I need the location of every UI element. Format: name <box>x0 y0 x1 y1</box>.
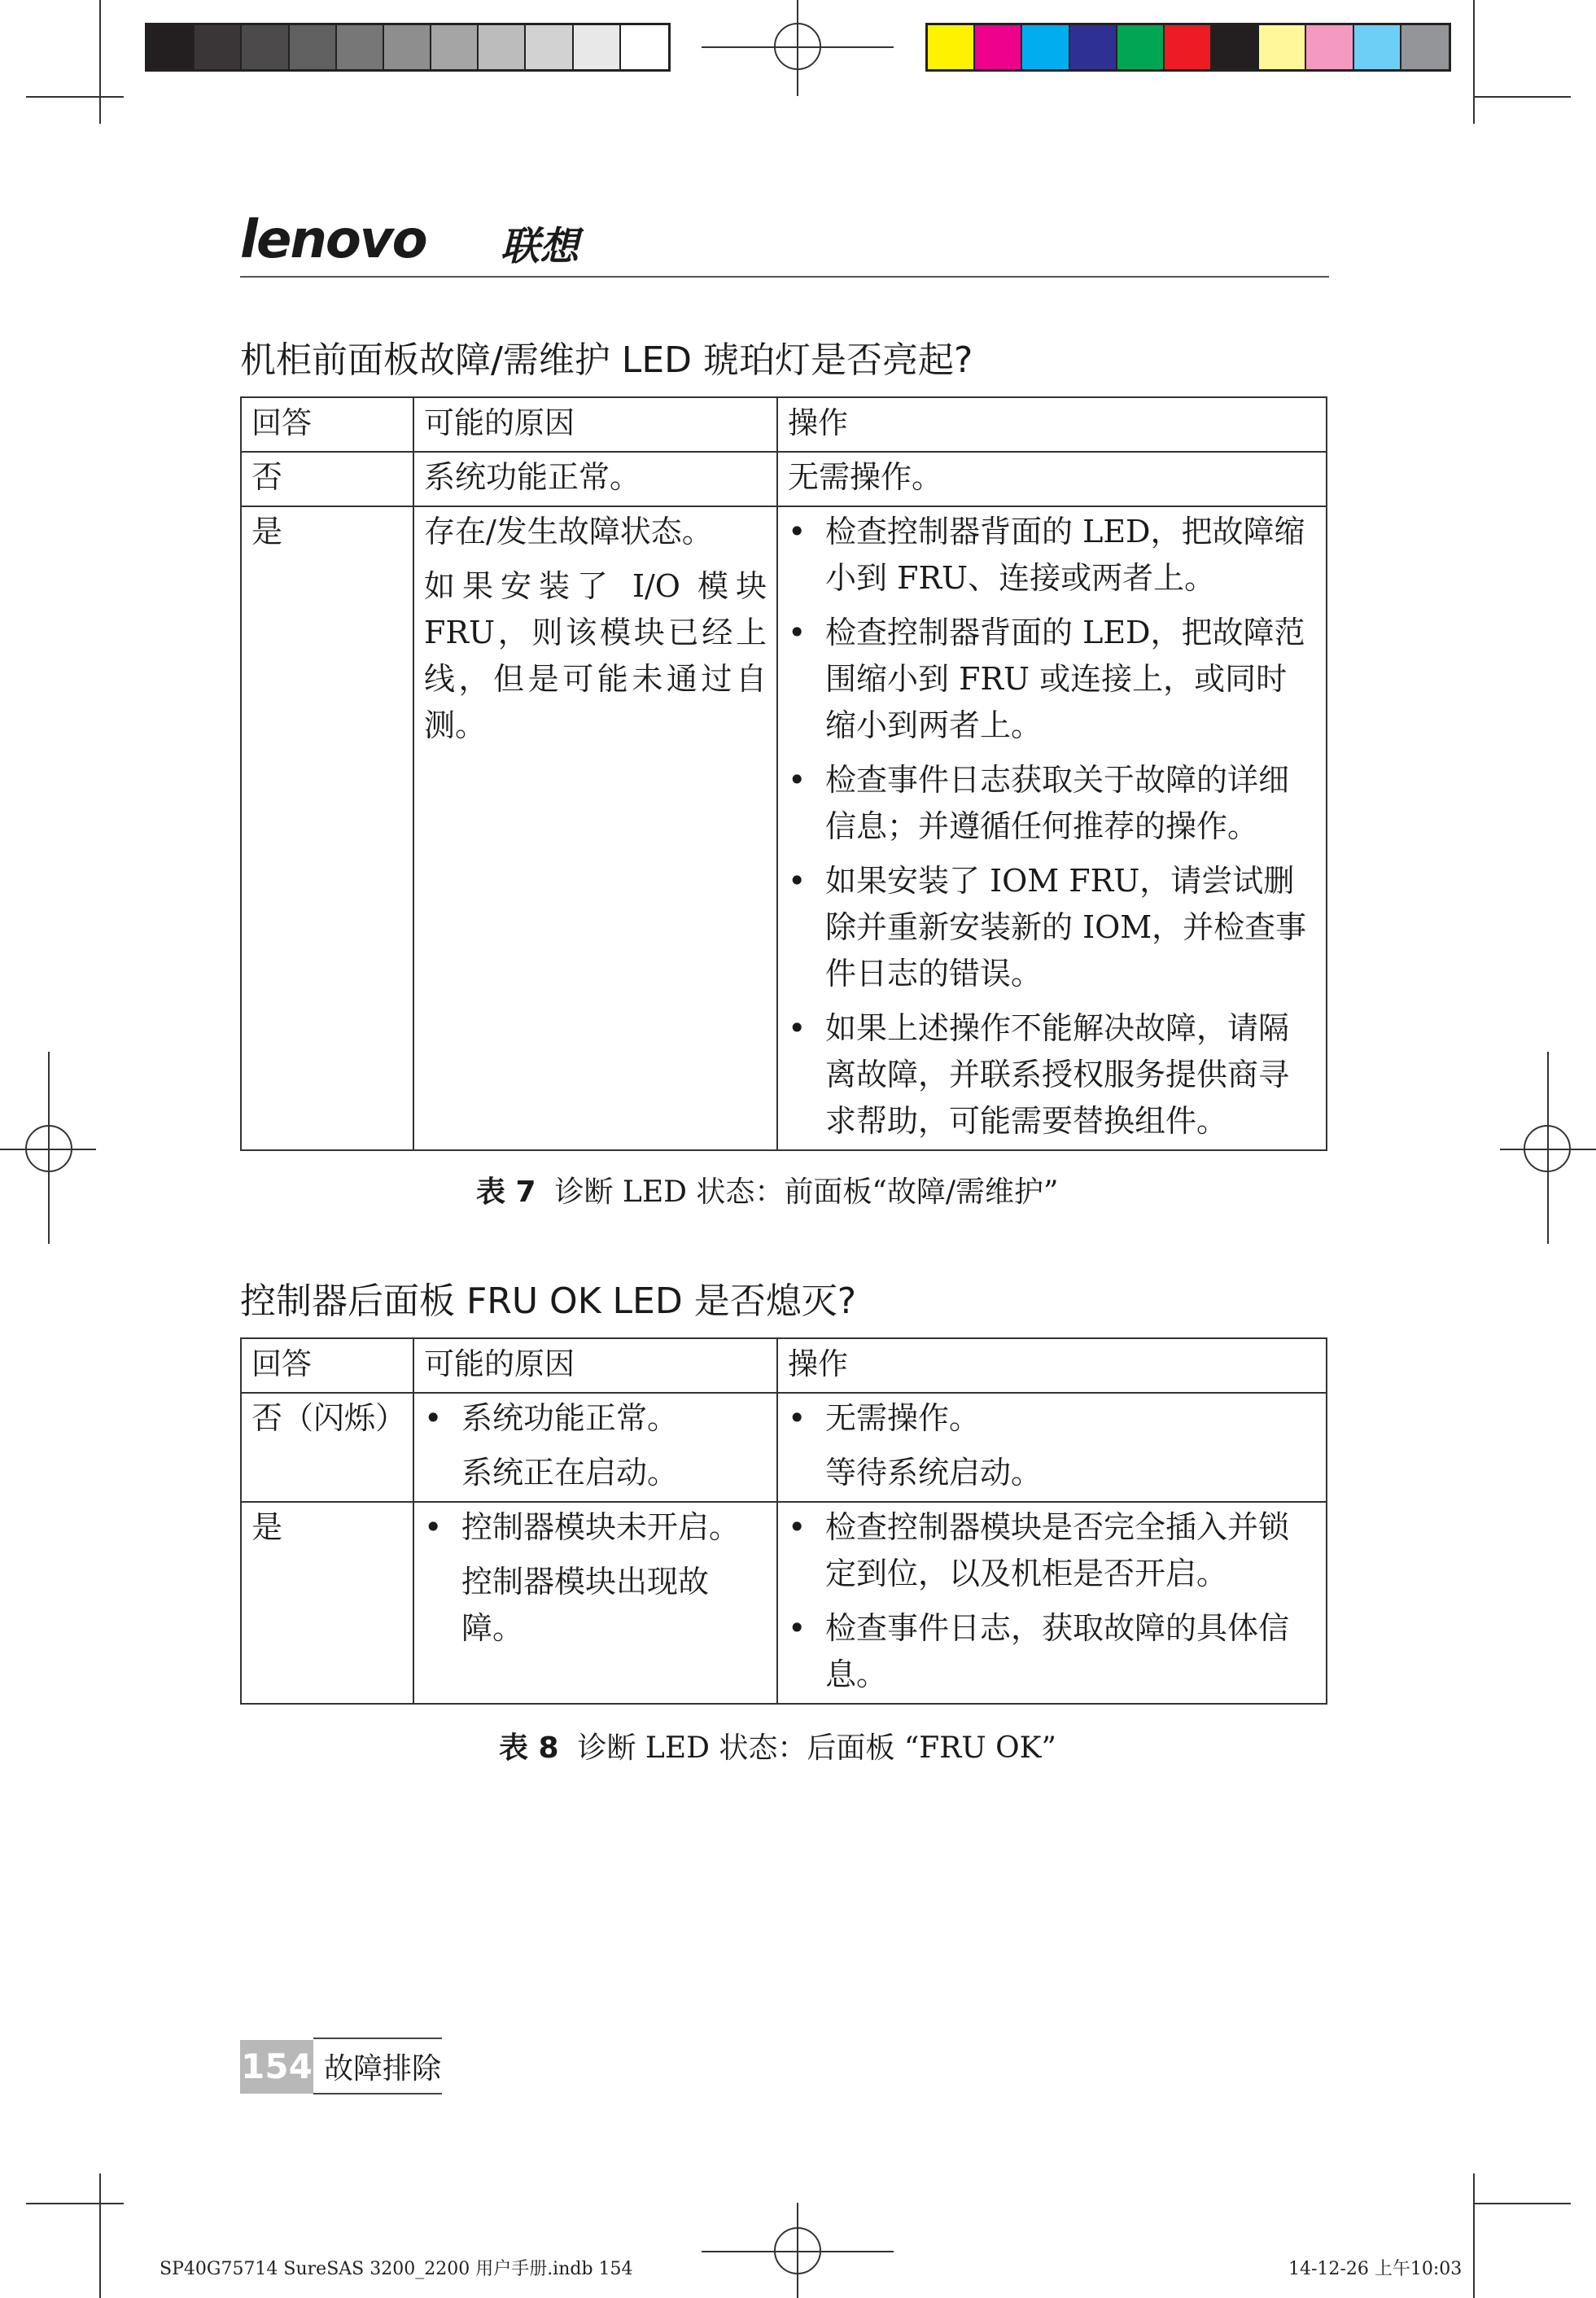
cause-text: 系统正在启动。 <box>461 1455 679 1490</box>
action-bullet: • 检查事件日志，获取故障的具体信息。 <box>788 1605 1316 1698</box>
column-header: 可能的原因 <box>413 1338 777 1393</box>
header-rule <box>240 276 1329 278</box>
section-label: 故障排除 <box>324 2052 442 2086</box>
column-header: 回答 <box>241 1338 413 1393</box>
answer-cell: 否（闪烁） <box>241 1393 413 1502</box>
answer-cell: 是 <box>241 506 413 1150</box>
cause-bullet: • 系统功能正常。 <box>424 1395 767 1442</box>
table-row <box>241 452 1327 506</box>
table-caption <box>476 1169 1058 1210</box>
action-bullet: • 如果上述操作不能解决故障，请隔离故障，并联系授权服务提供商寻求帮助，可能需要替换组件。 <box>788 1005 1316 1145</box>
table-header-row <box>241 397 1327 452</box>
action-bullet: • 检查控制器模块是否完全插入并锁定到位，以及机柜是否开启。 <box>788 1504 1316 1597</box>
action-text: 无需操作。 <box>788 459 943 495</box>
column-header: 回答 <box>241 397 413 452</box>
page-number: 154 <box>240 2040 313 2094</box>
table-header-row <box>241 1338 1327 1393</box>
grayscale-calibration-strip <box>145 23 671 72</box>
color-swatch <box>1306 25 1353 69</box>
table-row <box>241 1502 1327 1704</box>
action-cell <box>777 1502 1327 1704</box>
cause-text: 存在/发生故障状态。 <box>424 514 713 549</box>
gray-swatch <box>621 25 668 69</box>
diagnostic-table-front-panel <box>240 396 1327 1151</box>
lenovo-logo: lenovo <box>240 210 426 270</box>
action-bullet: • 检查控制器背面的 LED，把故障范围缩小到 FRU 或连接上，或同时缩小到两者上。 <box>788 610 1316 749</box>
column-header: 可能的原因 <box>413 397 777 452</box>
action-bullet: • 无需操作。 <box>788 1395 1316 1442</box>
caption-number: 表 7 <box>476 1175 536 1209</box>
action-bullet: • 检查控制器背面的 LED，把故障缩小到 FRU、连接或两者上。 <box>788 509 1316 602</box>
color-swatch <box>1165 25 1212 69</box>
answer-cell: 否 <box>241 452 413 506</box>
gray-swatch <box>431 25 479 69</box>
cause-cell <box>413 1393 777 1502</box>
action-cell <box>777 1393 1327 1502</box>
gray-swatch <box>574 25 621 69</box>
cause-bullet: • 控制器模块未开启。 <box>424 1504 767 1551</box>
gray-swatch <box>337 25 384 69</box>
cause-text: 控制器模块出现故障。 <box>461 1564 710 1646</box>
answer-cell: 是 <box>241 1502 413 1704</box>
color-swatch <box>1117 25 1165 69</box>
table-caption <box>499 1725 1056 1766</box>
section-heading-fault-led: 机柜前面板故障/需维护 LED 琥珀灯是否亮起? <box>240 339 973 381</box>
cause-cell <box>413 452 777 506</box>
gray-swatch <box>195 25 242 69</box>
color-calibration-strip <box>925 23 1451 72</box>
lenovo-logo-cn: 联想 <box>501 224 579 269</box>
section-heading-fru-ok-led: 控制器后面板 FRU OK LED 是否熄灭? <box>240 1280 857 1322</box>
gray-swatch <box>242 25 289 69</box>
color-swatch <box>1401 25 1449 69</box>
caption-text: 诊断 LED 状态：后面板 “FRU OK” <box>577 1731 1056 1765</box>
color-swatch <box>975 25 1022 69</box>
action-bullet: • 如果安装了 IOM FRU，请尝试删除并重新安装新的 IOM，并检查事件日志的错误。 <box>788 858 1316 997</box>
action-cell <box>777 506 1327 1150</box>
gray-swatch <box>526 25 573 69</box>
cause-cell <box>413 1502 777 1704</box>
color-swatch <box>1212 25 1259 69</box>
table-row <box>241 506 1327 1150</box>
gray-swatch <box>479 25 526 69</box>
color-swatch <box>1259 25 1306 69</box>
color-swatch <box>1354 25 1401 69</box>
print-slug-file: SP40G75714 SureSAS 3200_2200 用户手册.indb 154 <box>160 2259 633 2279</box>
color-swatch <box>1022 25 1069 69</box>
caption-text: 诊断 LED 状态：前面板“故障/需维护” <box>554 1175 1059 1209</box>
color-swatch <box>1070 25 1117 69</box>
print-slug-timestamp: 14-12-26 上午10:03 <box>1288 2259 1463 2279</box>
diagnostic-table-rear-panel <box>240 1337 1327 1705</box>
cause-text: 如果安装了 I/O 模块 FRU，则该模块已经上线，但是可能未通过自测。 <box>424 568 767 743</box>
cause-text: 系统功能正常。 <box>424 459 641 495</box>
action-text: 等待系统启动。 <box>825 1455 1043 1490</box>
cause-cell <box>413 506 777 1150</box>
gray-swatch <box>290 25 337 69</box>
action-bullet: • 检查事件日志获取关于故障的详细信息；并遵循任何推荐的操作。 <box>788 757 1316 850</box>
gray-swatch <box>384 25 431 69</box>
color-swatch <box>928 25 975 69</box>
table-row <box>241 1393 1327 1502</box>
caption-number: 表 8 <box>499 1731 559 1765</box>
column-header: 操作 <box>777 1338 1327 1393</box>
gray-swatch <box>147 25 195 69</box>
column-header: 操作 <box>777 397 1327 452</box>
action-cell <box>777 452 1327 506</box>
